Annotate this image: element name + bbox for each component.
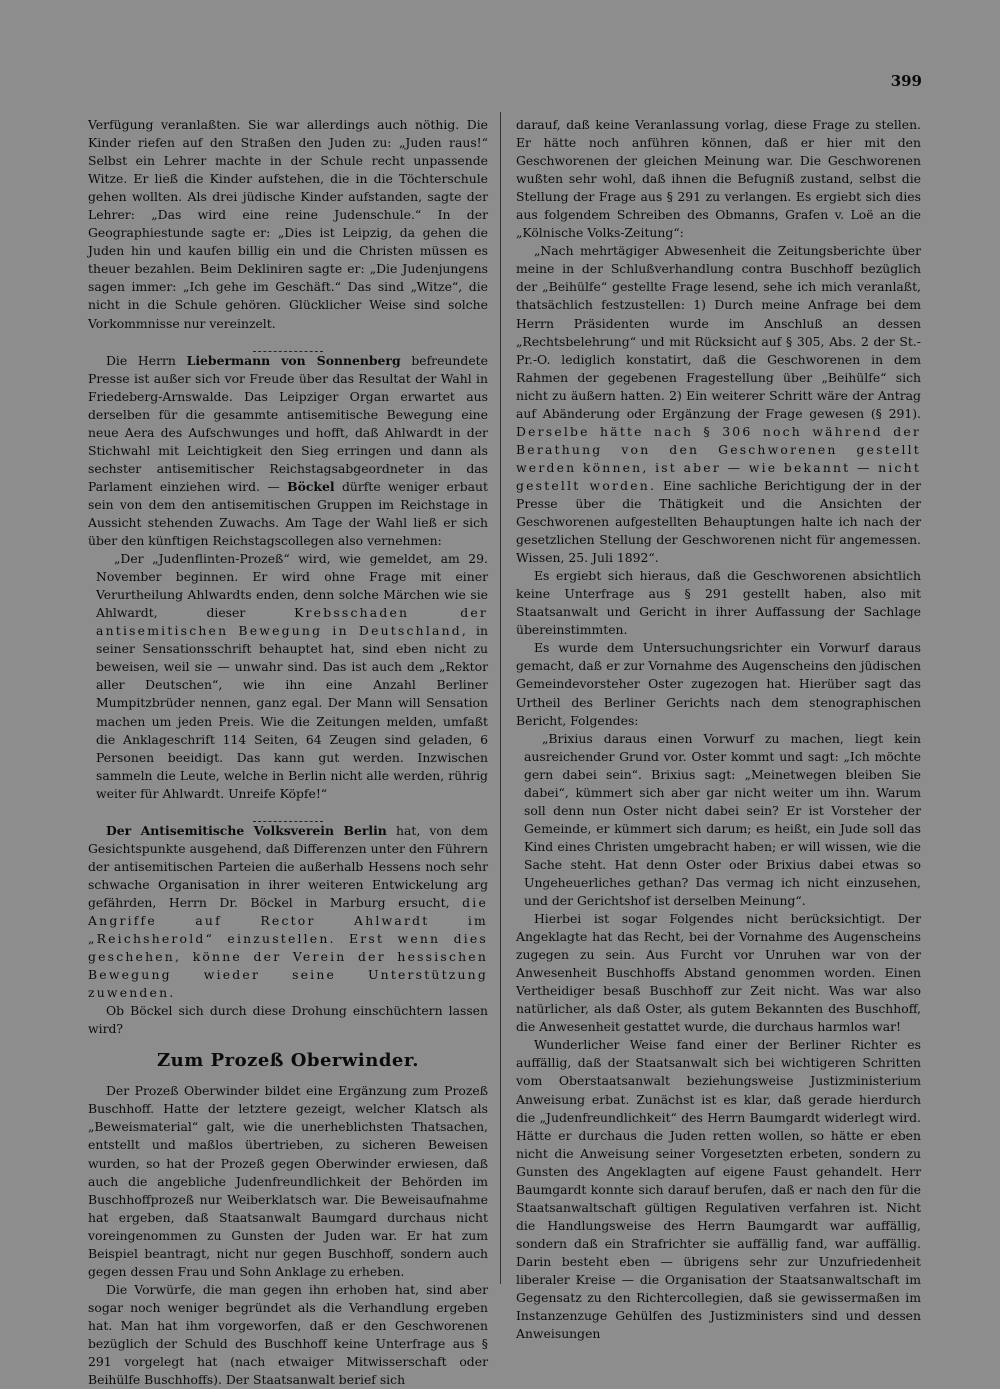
- paragraph-richter: Wunderlicher Weise fand einer der Berliner Richter es auffällig, daß der Staatsanwalt sich bei wichtigeren Schritten vom Oberstaatsanwalt beziehungsweise Justizministerium Anweisung erbat. Zunächst ist es klar, daß gerade hierdurch die „Judenfreundlichkeit“ des Herrn Baumgardt widerlegt wird. Hätte er durchaus die Juden retten wollen, so hätte er eben nicht die Anweisung seiner Vorgesetzten erbeten, sondern zu Gunsten des Angeklagten auf eigene Faust gehandelt. Herr Baumgardt konnte sich darauf berufen, daß er nach den für die Staatsanwaltschaft gültigen Regulativen verfahren ist. Nicht die Handlungsweise des Herrn Baumgardt war auffällig, sondern daß ein Strafrichter sie auffällig fand, war auffällig. Darin besteht eben — übrigens sehr zur Unzufriedenheit liberaler Kreise — die Organisation der Staatsanwaltschaft im Gegensatz zu den Richtercollegien, daß sie gewissermaßen im Instanzenzuge Gehülfen des Justizministers sind und dessen Anweisungen: [516, 1037, 921, 1342]
- paragraph-continuation: darauf, daß keine Veranlassung vorlag, diese Frage zu stellen. Er hätte noch anführen können, daß er hier mit den Geschworenen der gleichen Meinung war. Die Geschworenen wußten sehr wohl, daß ihnen die Befugniß zustand, selbst die Stellung der Frage aus § 291 zu verlangen. Es ergiebt sich dies aus folgendem Schreiben des Obmanns, Grafen v. Loë an die „Kölnische Volks-Zeitung“:: [516, 117, 921, 241]
- right-column: [516, 116, 921, 1343]
- paragraph-school-incident: Verfügung veranlaßten. Sie war allerdings auch nöthig. Die Kinder riefen auf den Straßen den Juden zu: „Juden raus!“ Selbst ein Lehrer machte in der Schule recht unpassende Witze. Er ließ die Kinder aufstehen, die in die Töchterschule gehen wollten. Als drei jüdische Kinder aufstanden, sagte der Lehrer: „Das wird eine reine Judenschule.“ In der Geographiestunde sagte er: „Dies ist Leipzig, da gehen die Juden hin und kaufen billig ein und die Christen müssen es theuer bezahlen. Beim Dekliniren sagte er: „Die Judenjungens sagen immer: „Ich gehe im Geschäft.“ Das sind „Witze“, die nicht in die Schule gehören. Glücklicher Weise sind solche Vorkommnisse nur vereinzelt.: [88, 117, 488, 331]
- paragraph-oberwinder: Der Prozeß Oberwinder bildet eine Ergänzung zum Prozeß Buschhoff. Hatte der letztere gezeigt, welcher Klatsch als „Beweismaterial“ galt, wie die unerheblichsten Thatsachen, entstellt und maßlos übertrieben, zu sicheren Beweisen wurden, so hat der Prozeß gegen Oberwinder erwiesen, daß auch die angebliche Judenfreundlichkeit der Behörden im Buschhoffprozeß nur Weiberklatsch war. Die Beweisaufnahme hat ergeben, daß Staatsanwalt Baumgard durchaus nicht voreingenommen zu Gunsten der Juden war. Er hat zum Beispiel beantragt, nicht nur gegen Buschhoff, sondern auch gegen dessen Frau und Sohn Anklage zu erheben.: [88, 1083, 488, 1279]
- quote-judenflinten: „Der „Judenflinten-Prozeß“ wird, wie gemeldet, am 29. November beginnen. Er wird ohne Frage mit einer Verurtheilung Ahlwardts enden, denn solche Märchen wie sie Ahlwardt, dieser Krebsschaden der antisemitischen Bewegung in Deutschland, in seiner Sensationsschrift behauptet hat, sind eben nicht zu beweisen, weil sie — unwahr sind. Das ist auch dem „Rektor aller Deutschen“, wie ihn eine Anzahl Berliner Mumpitzbrüder nennen, ganz egal. Der Mann will Sensation machen um jeden Preis. Wie die Zeitungen melden, umfaßt die Anklageschrift 114 Seiten, 64 Zeugen sind geladen, 6 Personen beeidigt. Das kann gut werden. Inzwischen sammeln die Leute, welche in Berlin nicht alle werden, rührig weiter für Ahlwardt. Unreife Köpfe!“: [96, 551, 488, 801]
- quote-brixius: „Brixius daraus einen Vorwurf zu machen, liegt kein ausreichender Grund vor. Oster kommt und sagt: „Ich möchte gern dabei sein“. Brixius sagt: „Meinetwegen bleiben Sie dabei“, kümmert sich aber gar nicht weiter um ihn. Warum soll denn nun Oster nicht dabei sein? Er ist Vorsteher der Gemeinde, er kümmert sich darum; es heißt, ein Jude soll das Kind eines Christen umgebracht haben; er will wissen, wie die Sache steht. Hat denn Oster oder Brixius dabei etwas so Ungeheuerliches gethan? Das vermag ich nicht einzusehen, und der Gerichtshof ist derselben Meinung“.: [524, 730, 921, 909]
- paragraph-vorwuerfe: Die Vorwürfe, die man gegen ihn erhoben hat, sind aber sogar noch weniger begründet als die Verhandlung ergeben hat. Man hat ihm vorgeworfen, daß er den Geschworenen bezüglich der Schuld des Buschhoff keine Unterfrage aus § 291 vorgelegt hat (nach etwaiger Mitwisserschaft oder Beihülfe Buschhoffs). Der Staatsanwalt berief sich: [88, 1281, 488, 1388]
- paragraph-volksverein: Der Antisemitische Volksverein Berlin hat, von dem Gesichtspunkte ausgehend, daß Differenzen unter den Führern der antisemitischen Parteien die außerhalb Hessens noch sehr schwache Organisation in ihrer weiteren Entwickelung arg gefährden, Herrn Dr. Böckel in Marburg ersucht, die Angriffe auf Rector Ahlwardt im „Reichsherold“ einzustellen. Erst wenn dies geschehen, könne der Verein der hessischen Bewegung wieder seine Unterstützung zuwenden.: [88, 822, 488, 1001]
- column-divider: [500, 112, 501, 1284]
- section-separator: [88, 809, 488, 815]
- name-volksverein: Der Antisemitische Volksverein Berlin: [106, 822, 387, 838]
- paragraph-angeklagte: Hierbei ist sogar Folgendes nicht berücksichtigt. Der Angeklagte hat das Recht, bei der Vornahme des Augenscheins zugegen zu sein. Aus Furcht vor Unruhen war von der Anwesenheit Buschhoffs Abstand genommen worden. Einen Vertheidiger besaß Buschhoff zur Zeit nicht. Was war also natürlicher, als daß Oster, als gutem Bekannten des Buschhoff, die Anwesenheit gestattet wurde, die durchaus harmlos war!: [516, 911, 921, 1035]
- section-separator: [88, 339, 488, 345]
- section-heading: Zum Prozeß Oberwinder.: [157, 1050, 419, 1072]
- paragraph-sonnenberg: Die Herrn Liebermann von Sonnenberg befreundete Presse ist außer sich vor Freude über das Resultat der Wahl in Friedeberg-Arnswalde. Das Leipziger Organ erwartet aus derselben für die gesammte antisemitische Bewegung eine neue Aera des Aufschwunges und hofft, daß Ahlwardt in der Stichwahl mit Leichtigkeit den Sieg erringen und dann als sechster antisemitischer Reichstagsabgeordneter in das Parlament einziehen wird. — Böckel dürfte weniger erbaut sein von dem den antisemitischen Gruppen im Reichstage in Aussicht stehenden Zuwachs. Am Tage der Wahl ließ er sich über den künftigen Reichstagscollegen also vernehmen:: [88, 352, 488, 549]
- name-liebermann: Liebermann von Sonnenberg: [186, 352, 401, 368]
- paragraph-conclusion: Es ergiebt sich hieraus, daß die Geschworenen absichtlich keine Unterfrage aus § 291 gestellt haben, also mit Staatsanwalt und Gericht in ihrer Auffassung der Sachlage übereinstimmten.: [516, 568, 921, 638]
- paragraph-question: Ob Böckel sich durch diese Drohung einschüchtern lassen wird?: [88, 1003, 488, 1037]
- name-boeckel: Böckel: [287, 478, 335, 494]
- page-number: 399: [890, 72, 922, 90]
- left-column: [88, 116, 488, 1389]
- quote-obmann-letter: „Nach mehrtägiger Abwesenheit die Zeitungsberichte über meine in der Schlußverhandlung contra Buschhoff bezüglich der „Beihülfe“ gestellte Frage lesend, sehe ich mich veranlaßt, thatsächlich festzustellen: 1) Durch meine Anfrage bei dem Herrn Präsidenten wurde im Anschluß an dessen „Rechtsbelehrung“ und mit Rücksicht auf § 305, Abs. 2 der St.-Pr.-O. lediglich konstatirt, daß die Geschworenen in dem Rahmen der gegebenen Fragestellung über „Beihülfe“ sich nicht zu äußern hatten. 2) Ein weiterer Schritt wäre der Antrag auf Abänderung oder Ergänzung der Frage gewesen (§ 291). Derselbe hätte nach § 306 noch während der Berathung von den Geschworenen gestellt werden können, ist aber — wie bekannt — nicht gestellt worden. Eine sachliche Berichtigung der in der Presse über die Thätigkeit und die Ansichten der Geschworenen aufgestellten Behauptungen halte ich nach der gesetzlichen Stellung der Geschworenen nicht für angemessen. Wissen, 25. Juli 1892“.: [516, 243, 921, 566]
- paragraph-untersuchungsrichter: Es wurde dem Untersuchungsrichter ein Vorwurf daraus gemacht, daß er zur Vornahme des Augenscheins den jüdischen Gemeindevorsteher Oster zugezogen hat. Hierüber sagt das Urtheil des Berliner Gerichts nach dem stenographischen Bericht, Folgendes:: [516, 640, 921, 728]
